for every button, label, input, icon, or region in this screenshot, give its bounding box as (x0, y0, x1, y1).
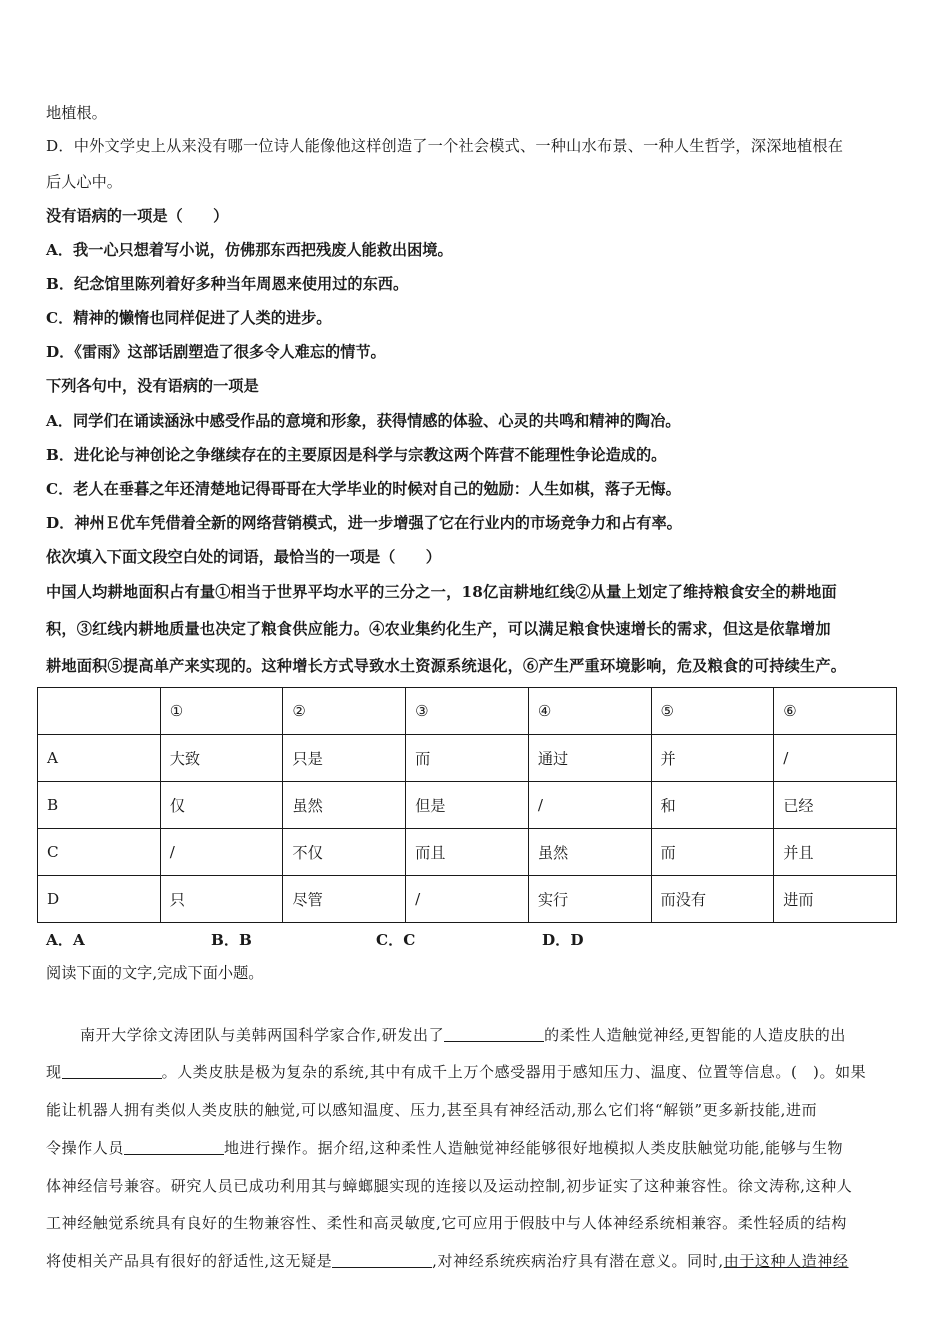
fill-blank-2[interactable] (62, 1064, 162, 1079)
reading-line3: 能让机器人拥有类似人类皮肤的触觉,可以感知温度、压力,甚至具有神经活动,那么它们将“解锁”更多新技能,进而 (46, 1101, 818, 1119)
table-cell: 而 (651, 829, 774, 876)
table-cell: 仅 (160, 782, 283, 829)
table-row (38, 829, 897, 876)
table-cell: D (38, 876, 161, 923)
table-cell: 只是 (283, 735, 406, 782)
q1-option-b: B．纪念馆里陈列着好多种当年周恩来使用过的东西。 (46, 275, 409, 293)
q2-option-a: A．同学们在诵读涵泳中感受作品的意境和形象，获得情感的体验、心灵的共鸣和精神的陶冶。 (46, 412, 681, 430)
reading-line4 (46, 1138, 843, 1158)
table-cell: / (774, 735, 897, 782)
table-cell: ③ (406, 688, 529, 735)
table-cell: 并 (651, 735, 774, 782)
table-row (38, 782, 897, 829)
table-cell: 而且 (406, 829, 529, 876)
reading-line1 (80, 1025, 846, 1045)
q2-option-b: B．进化论与神创论之争继续存在的主要原因是科学与宗教这两个阵营不能理性争论造成的。 (46, 446, 667, 464)
fill-blank-3[interactable] (124, 1140, 224, 1155)
table-row (38, 735, 897, 782)
answer-option-c[interactable]: C．C (376, 931, 416, 949)
q3-passage-line1: 中国人均耕地面积占有量①相当于世界平均水平的三分之一，18亿亩耕地红线②从量上划定了维持粮食安全的耕地面 (46, 583, 837, 601)
table-cell: 进而 (774, 876, 897, 923)
q3-stem: 依次填入下面文段空白处的词语，最恰当的一项是（ ） (46, 548, 441, 566)
q1-option-d: D．《雷雨》这部话剧塑造了很多令人难忘的情节。 (46, 343, 386, 361)
table-cell: 而 (406, 735, 529, 782)
q2-option-c: C．老人在垂暮之年还清楚地记得哥哥在大学毕业的时候对自己的勉励：人生如棋，落子无悔。 (46, 480, 681, 498)
table-cell: ① (160, 688, 283, 735)
table-cell: ④ (528, 688, 651, 735)
table-cell: 只 (160, 876, 283, 923)
q3-passage-line2: 积，③红线内耕地质量也决定了粮食供应能力。④农业集约化生产，可以满足粮食快速增长的需求，但这是依靠增加 (46, 620, 831, 638)
reading-line6: 工神经触觉系统具有良好的生物兼容性、柔性和高灵敏度,它可应用于假肢中与人体神经系统相兼容。柔性轻质的结构 (46, 1214, 847, 1232)
table-cell: ⑥ (774, 688, 897, 735)
table-cell: / (406, 876, 529, 923)
q1-stem: 没有语病的一项是（ ） (46, 207, 229, 225)
table-cell: C (38, 829, 161, 876)
prev-option-d-line1: D．中外文学史上从来没有哪一位诗人能像他这样创造了一个社会模式、一种山水布景、一种人生哲学，深深地植根在 (46, 137, 844, 155)
prev-option-d-line2: 后人心中。 (46, 173, 122, 191)
table-cell: 并且 (774, 829, 897, 876)
reading-text: 现 (46, 1063, 62, 1081)
reading-instruction: 阅读下面的文字,完成下面小题。 (46, 964, 264, 982)
answer-option-b[interactable]: B．B (211, 931, 252, 949)
table-cell: B (38, 782, 161, 829)
prev-option-c-tail: 地植根。 (46, 104, 107, 122)
reading-text: 的柔性人造触觉神经,更智能的人造皮肤的出 (544, 1026, 846, 1044)
reading-line2 (46, 1062, 866, 1082)
q1-option-c: C．精神的懒惰也同样促进了人类的进步。 (46, 309, 332, 327)
table-cell: ② (283, 688, 406, 735)
table-cell: 通过 (528, 735, 651, 782)
table-cell: A (38, 735, 161, 782)
table-cell: / (528, 782, 651, 829)
q3-passage-line3: 耕地面积⑤提高单产来实现的。这种增长方式导致水土资源系统退化，⑥产生严重环境影响，危及粮食的可持续生产。 (46, 657, 847, 675)
q1-option-a: A．我一心只想着写小说，仿佛那东西把残废人能救出困境。 (46, 241, 453, 259)
table-cell: 实行 (528, 876, 651, 923)
table-cell: ⑤ (651, 688, 774, 735)
table-header-row (38, 688, 897, 735)
table-cell: 不仅 (283, 829, 406, 876)
underlined-sentence: 由于这种人造神经 (723, 1252, 849, 1270)
fill-blank-1[interactable] (444, 1027, 544, 1042)
reading-text: 令操作人员 (46, 1139, 125, 1157)
table-cell: 已经 (774, 782, 897, 829)
table-cell: 和 (651, 782, 774, 829)
q2-stem: 下列各句中，没有语病的一项是 (46, 377, 259, 395)
table-cell: 尽管 (283, 876, 406, 923)
q3-word-table (37, 687, 897, 923)
table-cell: / (160, 829, 283, 876)
answer-option-d[interactable]: D．D (542, 931, 584, 949)
table-cell: 虽然 (283, 782, 406, 829)
reading-text: 。人类皮肤是极为复杂的系统,其中有成千上万个感受器用于感知压力、温度、位置等信息。( )。如果 (161, 1063, 867, 1081)
answer-option-a[interactable]: A．A (46, 931, 85, 949)
table-cell: 虽然 (528, 829, 651, 876)
reading-text: 南开大学徐文涛团队与美韩两国科学家合作,研发出了 (80, 1026, 445, 1044)
table-cell (38, 688, 161, 735)
table-cell: 大致 (160, 735, 283, 782)
fill-blank-4[interactable] (332, 1253, 432, 1268)
q2-option-d: D．神州Ｅ优车凭借着全新的网络营销模式，进一步增强了它在行业内的市场竞争力和占有率。 (46, 514, 682, 532)
table-cell: 但是 (406, 782, 529, 829)
table-cell: 而没有 (651, 876, 774, 923)
reading-line5: 体神经信号兼容。研究人员已成功利用其与蟑螂腿实现的连接以及运动控制,初步证实了这种兼容性。徐文涛称,这种人 (46, 1177, 853, 1195)
table-row (38, 876, 897, 923)
reading-text: 地进行操作。据介绍,这种柔性人造触觉神经能够很好地模拟人类皮肤触觉功能,能够与生物 (224, 1139, 844, 1157)
reading-line7 (46, 1251, 849, 1271)
reading-text: ,对神经系统疾病治疗具有潜在意义。同时, (432, 1252, 724, 1270)
reading-text: 将使相关产品具有很好的舒适性,这无疑是 (46, 1252, 333, 1270)
